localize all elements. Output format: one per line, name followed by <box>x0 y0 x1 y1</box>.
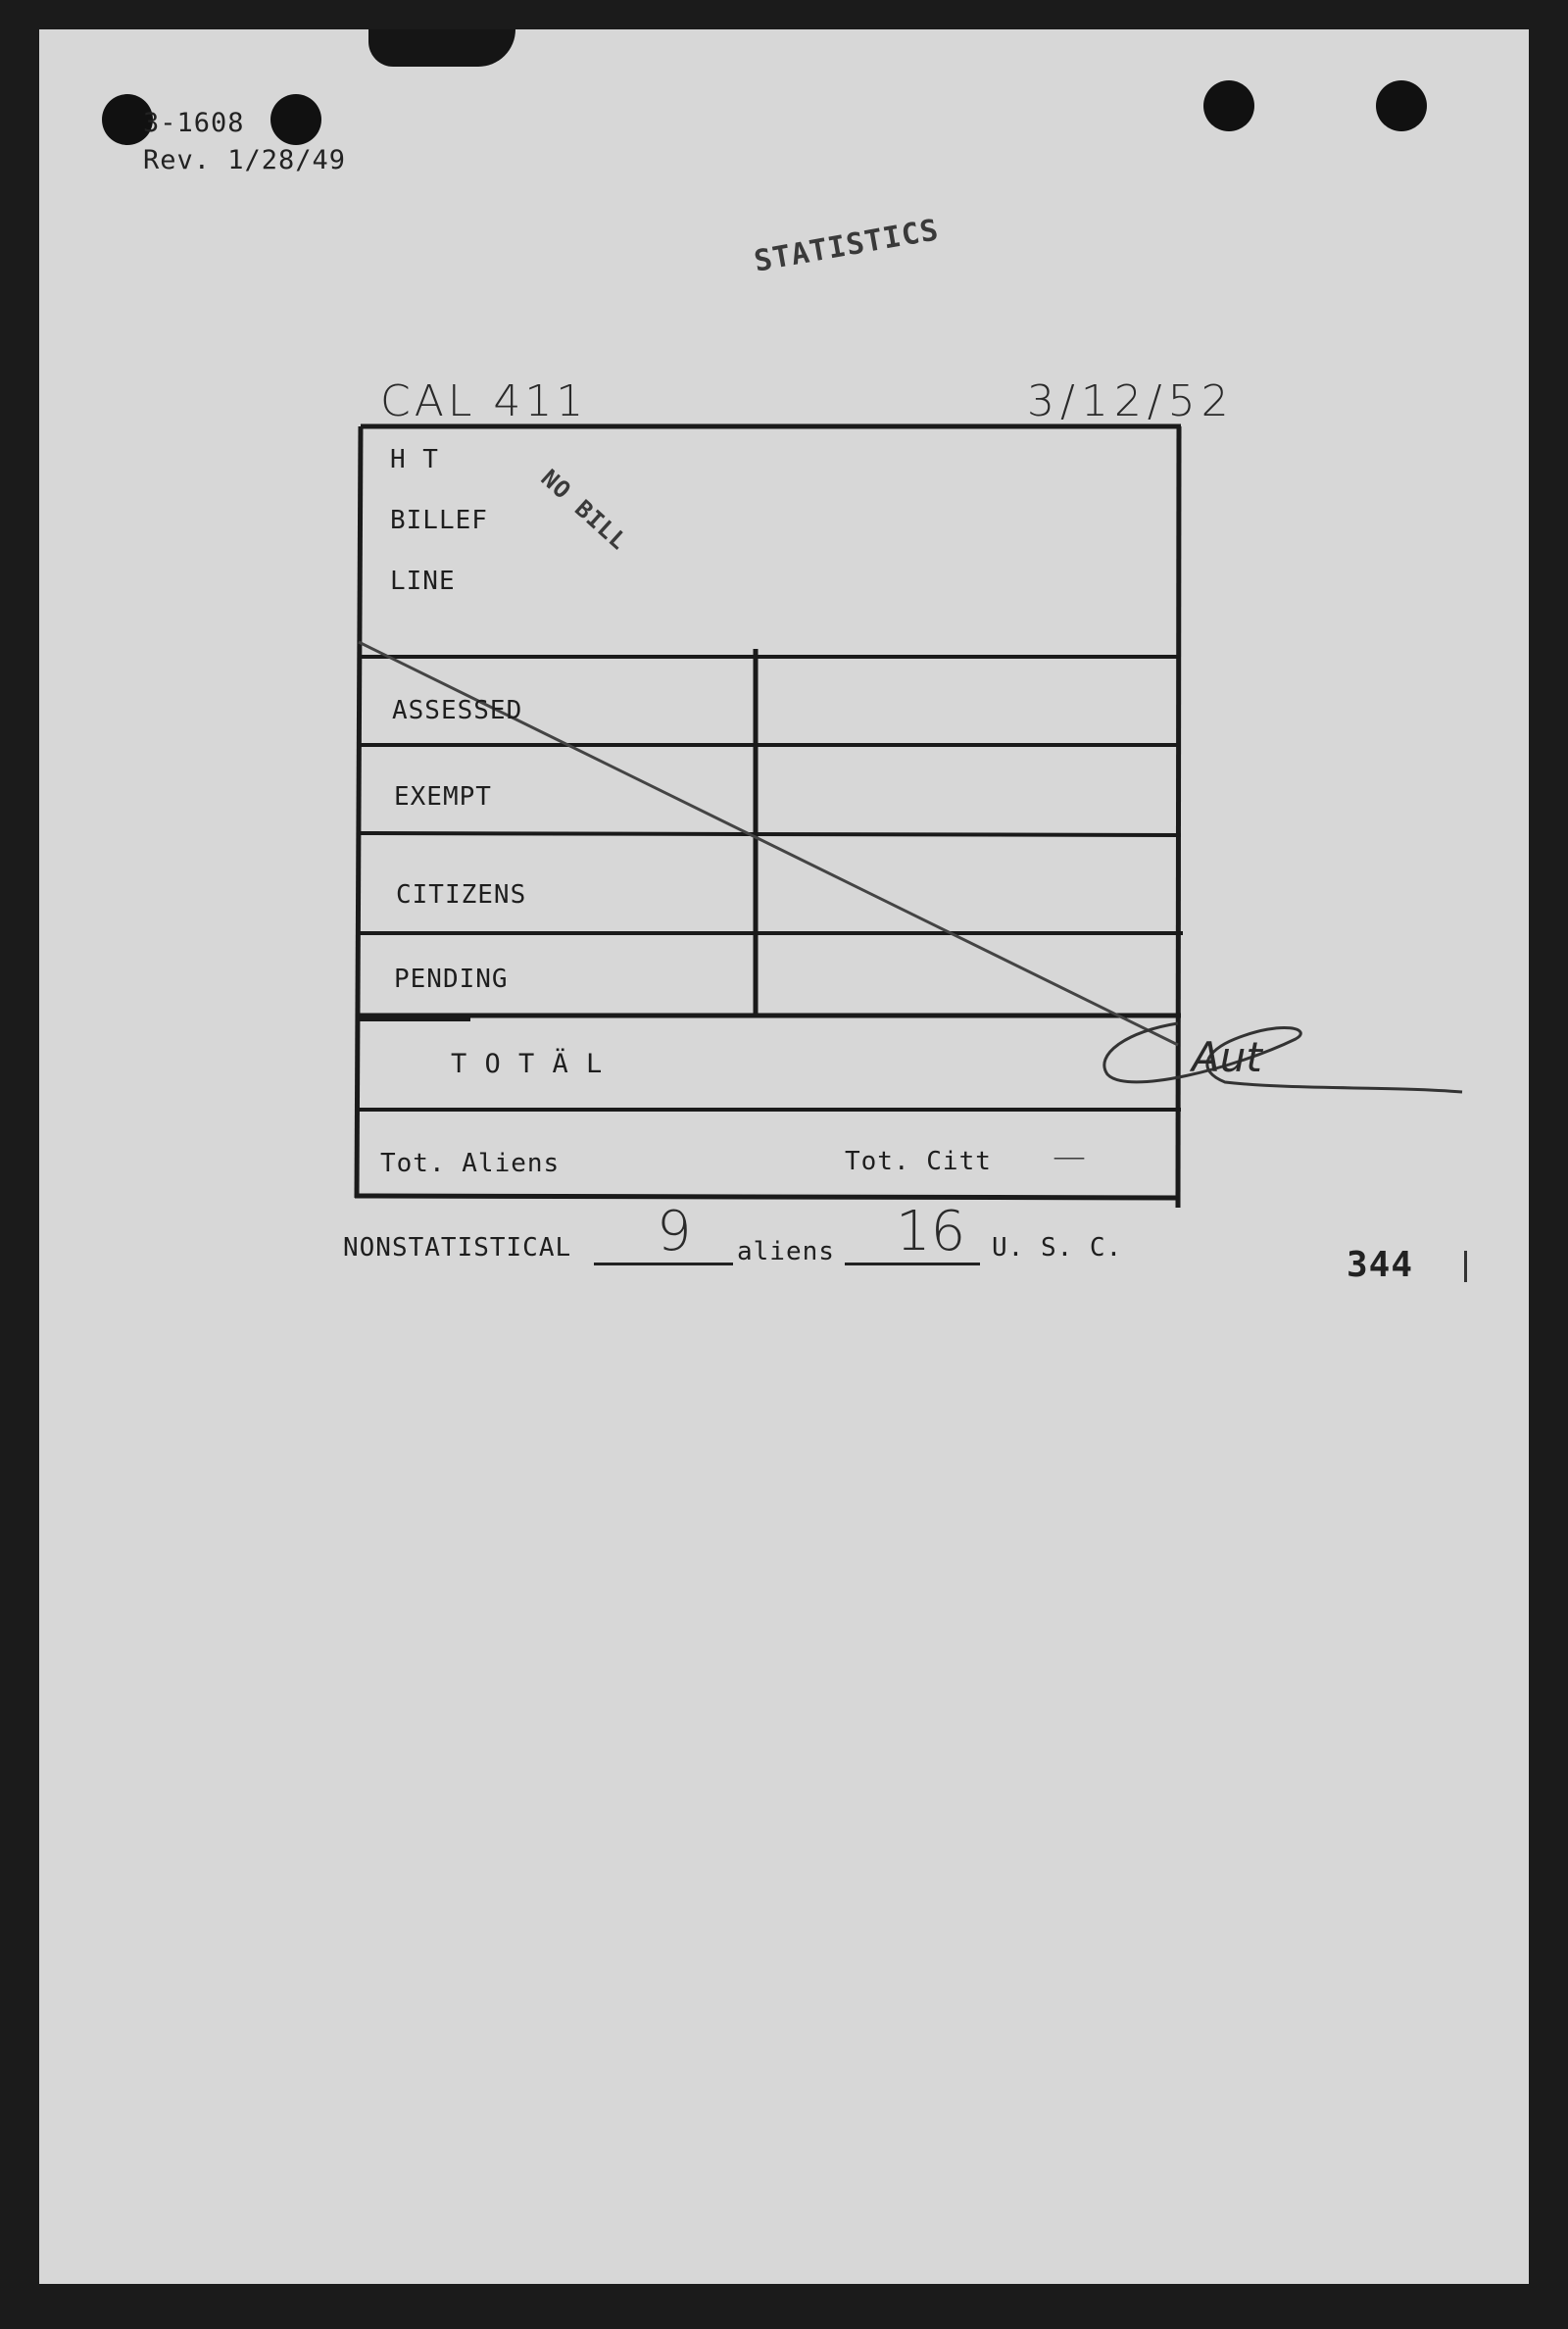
nonstatistical-label: NONSTATISTICAL <box>343 1233 572 1263</box>
row-label-ht: H T <box>390 445 439 474</box>
row-label-assessed: ASSESSED <box>392 696 523 725</box>
form-number: 3-1608 <box>143 108 245 138</box>
aliens-label: aliens <box>737 1237 835 1266</box>
form-left-border <box>357 426 361 1198</box>
tot-aliens-label: Tot. Aliens <box>380 1149 561 1178</box>
statistics-stamp: STATISTICS <box>751 213 942 279</box>
row-label-exempt: EXEMPT <box>394 782 492 812</box>
form-revision: Rev. 1/28/49 <box>143 145 347 175</box>
aliens-count: 9 <box>657 1200 692 1264</box>
row-label-line: LINE <box>390 567 456 596</box>
form-date: 3/12/52 <box>1027 376 1235 426</box>
no-bill-stamp: NO BILL <box>535 464 633 556</box>
tot-citizens-value: — <box>1053 1137 1086 1176</box>
case-number: CAL 411 <box>380 376 588 426</box>
total-label: T O T Ä L <box>451 1049 604 1079</box>
usc-label: U. S. C. <box>992 1233 1123 1263</box>
page-number: 344 <box>1347 1245 1414 1285</box>
form-bottom-border <box>355 1196 1178 1198</box>
initials: Aut <box>1192 1033 1262 1081</box>
form-right-border <box>1178 426 1179 1208</box>
row-label-pending: PENDING <box>394 965 509 994</box>
rule-after-exempt <box>359 833 1181 835</box>
row-label-citizens: CITIZENS <box>396 880 527 910</box>
page-number-mark <box>1464 1251 1467 1282</box>
row-label-billef: BILLEF <box>390 506 488 535</box>
usc-count: 16 <box>896 1200 966 1264</box>
tot-citizens-label: Tot. Citt <box>845 1147 992 1176</box>
